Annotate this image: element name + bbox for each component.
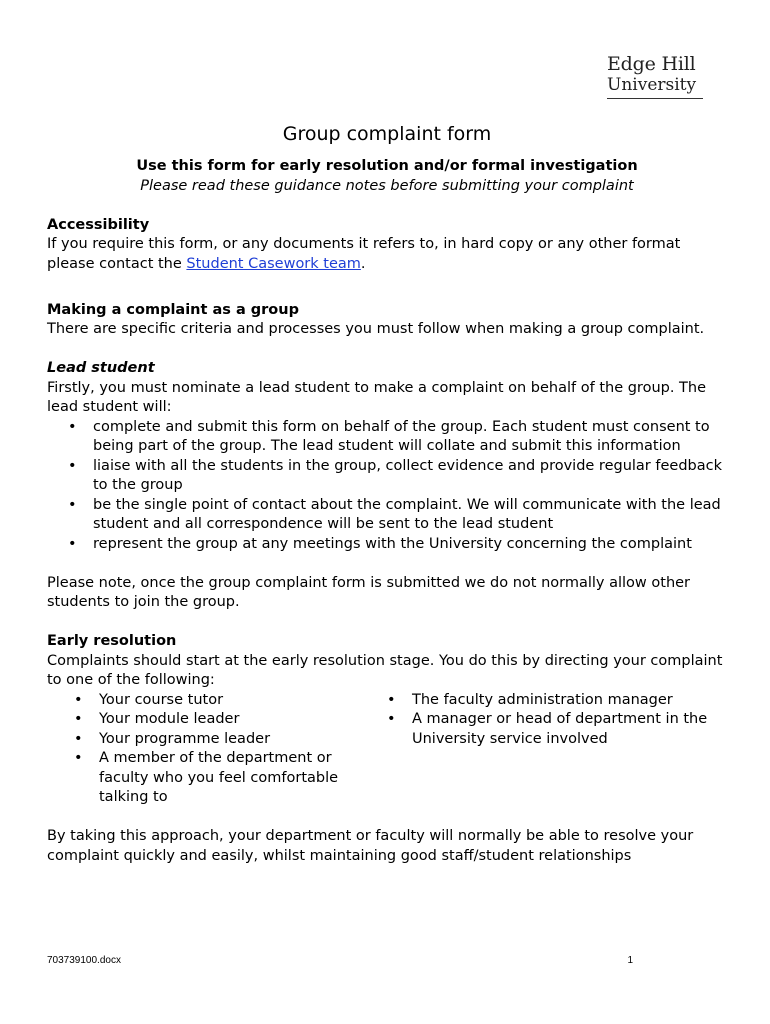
bullet: • <box>74 691 83 708</box>
list-item-text: A member of the department or faculty who you feel comfortable talking to <box>99 750 339 805</box>
list-item-text: represent the group at any meetings with the University concerning the complaint <box>93 535 692 552</box>
lead-student-heading: Lead student <box>47 360 155 376</box>
list-item <box>377 710 717 749</box>
list-item <box>47 418 727 457</box>
list-item <box>47 691 377 711</box>
bullet: • <box>74 730 83 747</box>
list-item <box>47 710 377 730</box>
guidance-note: Please read these guidance notes before submitting your complaint <box>140 177 634 194</box>
list-item-text: liaise with all the students in the group, collect evidence and provide regular feedback to the group <box>93 457 722 493</box>
university-logo <box>607 53 703 99</box>
logo-line-2: University <box>607 75 697 95</box>
contacts-columns <box>47 691 727 808</box>
list-item <box>47 730 377 750</box>
list-item-text: Your module leader <box>99 711 240 727</box>
list-item-text: be the single point of contact about the complaint. We will communicate with the lead student and all correspondence will be sent to the lead student <box>93 496 721 532</box>
page-footer <box>47 951 633 971</box>
list-item <box>47 535 727 555</box>
list-item-text: complete and submit this form on behalf of the group. Each student must consent to being part of the group. The lead student will collate and submit this information <box>93 418 710 454</box>
group-note: Please note, once the group complaint form is submitted we do not normally allow other students to join the group. <box>47 574 691 610</box>
bullet: • <box>68 418 77 435</box>
list-item <box>47 457 727 496</box>
accessibility-text-start: If you require this form, or any documents it refers to, in hard copy or any other format please contact the <box>47 236 681 272</box>
logo-underline <box>607 98 703 99</box>
list-item <box>47 496 727 535</box>
form-subtitle: Use this form for early resolution and/or formal investigation <box>136 158 638 174</box>
lead-student-intro: Firstly, you must nominate a lead student to make a complaint on behalf of the group. The lead student will: <box>47 379 707 415</box>
bullet: • <box>74 711 83 727</box>
student-casework-link[interactable]: Student Casework team <box>186 255 361 272</box>
group-complaint-heading: Making a complaint as a group <box>47 301 299 318</box>
bullet: • <box>68 496 77 513</box>
accessibility-text-end: . <box>360 255 366 272</box>
list-item <box>47 749 377 808</box>
page-number: 1 <box>627 955 633 966</box>
bullet: • <box>387 691 396 708</box>
list-item-text: Your course tutor <box>99 691 224 708</box>
contacts-list-right <box>377 691 717 808</box>
bullet: • <box>68 535 77 552</box>
logo-line-1: Edge Hill <box>607 53 696 75</box>
early-resolution-heading: Early resolution <box>47 633 177 649</box>
group-complaint-text: There are specific criteria and processes you must follow when making a group complaint. <box>47 321 705 337</box>
list-item-text: Your programme leader <box>99 730 271 747</box>
document-body <box>47 122 727 866</box>
lead-student-duties-list <box>47 418 727 555</box>
early-resolution-closing: By taking this approach, your department or faculty will normally be able to resolve your complaint quickly and easily, whilst maintaining good staff/student relationships <box>47 828 694 864</box>
list-item-text: A manager or head of department in the University service involved <box>412 711 708 747</box>
page-title: Group complaint form <box>282 123 492 145</box>
list-item-text: The faculty administration manager <box>412 691 673 708</box>
accessibility-heading: Accessibility <box>47 216 150 233</box>
list-item <box>377 691 717 711</box>
contacts-list-left <box>47 691 377 808</box>
bullet: • <box>68 457 77 474</box>
early-resolution-intro: Complaints should start at the early resolution stage. You do this by directing your complaint to one of the following: <box>47 652 723 688</box>
bullet: • <box>74 750 83 766</box>
accessibility-text <box>47 235 727 274</box>
bullet: • <box>387 711 396 727</box>
footer-filename: 703739100.docx <box>47 955 121 966</box>
